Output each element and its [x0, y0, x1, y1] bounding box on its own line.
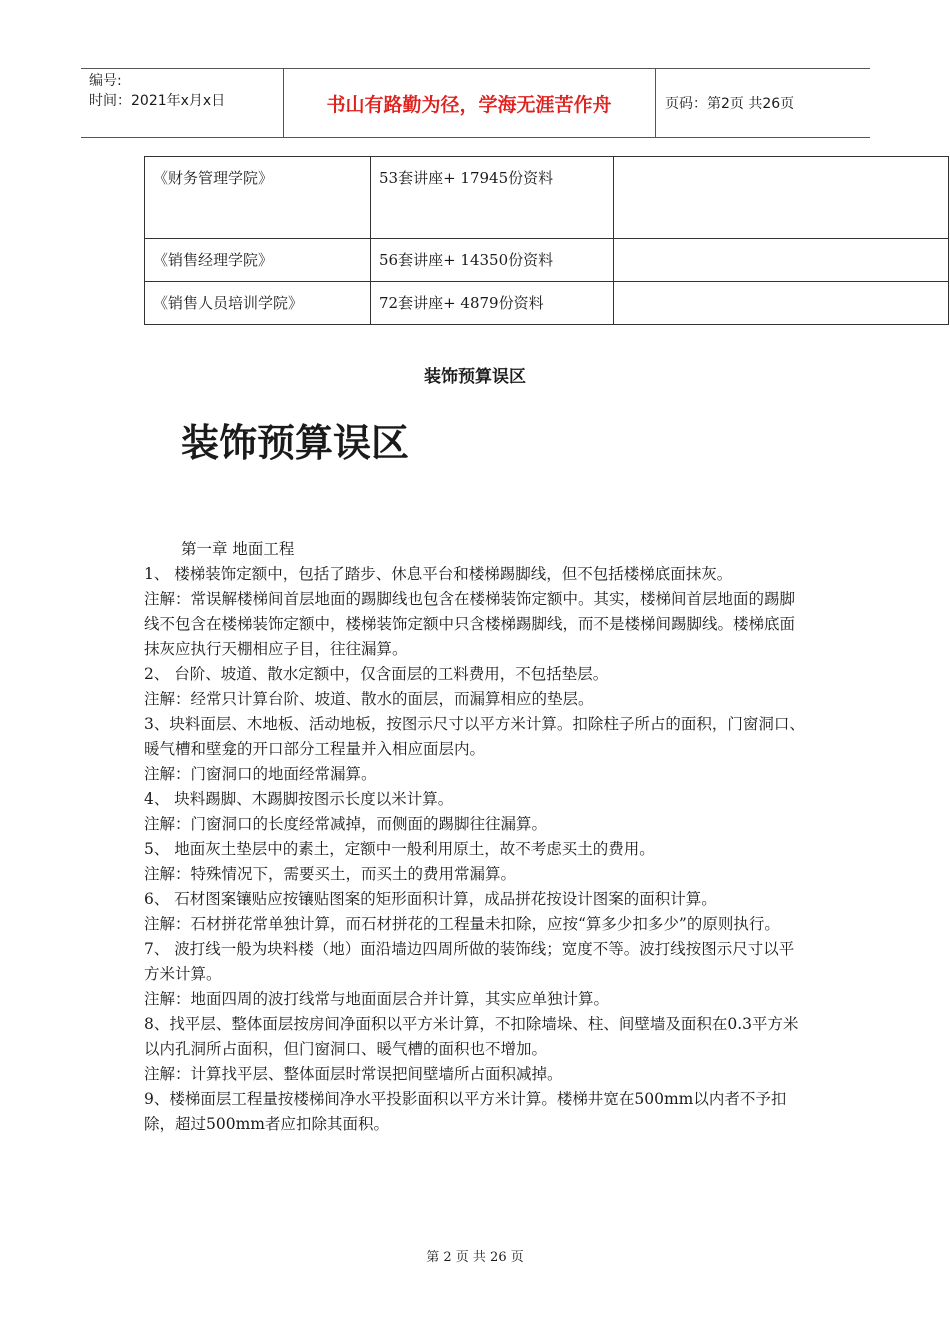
table-cell-content: 56套讲座+ 14350份资料: [371, 239, 614, 282]
page-header: [81, 68, 870, 138]
table-cell-name: 《销售经理学院》: [145, 239, 371, 282]
paragraph: 8、找平层、整体面层按房间净面积以平方米计算，不扣除墙垛、柱、间壁墙及面积在0.3平方米以内孔洞所占面积，但门窗洞口、暖气槽的面积也不增加。: [144, 1015, 799, 1058]
header-divider: [655, 69, 656, 137]
chapter-heading: 第一章 地面工程: [181, 540, 295, 558]
paragraph: 5、 地面灰土垫层中的素土，定额中一般利用原土，故不考虑买土的费用。: [144, 840, 655, 858]
table-row: [145, 282, 949, 325]
paragraph: 注解：门窗洞口的长度经常减掉，而侧面的踢脚往往漏算。: [144, 815, 548, 833]
section-title-large: 装饰预算误区: [181, 421, 410, 465]
paragraph: 6、 石材图案镶贴应按镶贴图案的矩形面积计算，成品拼花按设计图案的面积计算。: [144, 890, 717, 908]
table-cell-note: [614, 239, 949, 282]
document-body: [144, 537, 806, 1137]
paragraph: 注解：计算找平层、整体面层时常误把间壁墙所占面积减掉。: [144, 1065, 563, 1083]
header-meta: [89, 71, 283, 111]
table-cell-name: 《财务管理学院》: [145, 157, 371, 239]
page-footer: 第 2 页 共 26 页: [426, 1250, 524, 1265]
paragraph: 注解：门窗洞口的地面经常漏算。: [144, 765, 377, 783]
table-row: [145, 157, 949, 239]
paragraph: 注解：常误解楼梯间首层地面的踢脚线也包含在楼梯装饰定额中。其实，楼梯间首层地面的踢脚线不包含在楼梯装饰定额中，楼梯装饰定额中只含楼梯踢脚线，而不是楼梯间踢脚线。楼梯底面抹灰应执行天棚相应子目，往往漏算。: [144, 590, 796, 658]
table-cell-note: [614, 157, 949, 239]
paragraph: 9、楼梯面层工程量按楼梯间净水平投影面积以平方米计算。楼梯井宽在500mm以内者不予扣除，超过500mm者应扣除其面积。: [144, 1090, 787, 1133]
resource-table: [144, 156, 949, 325]
paragraph: 注解：石材拼花常单独计算，而石材拼花的工程量未扣除，应按“算多少扣多少”的原则执行。: [144, 915, 780, 933]
header-motto: 书山有路勤为径，学海无涯苦作舟: [326, 93, 612, 116]
paragraph: 3、块料面层、木地板、活动地板，按图示尺寸以平方米计算。扣除柱子所占的面积，门窗洞口、暖气槽和壁龛的开口部分工程量并入相应面层内。: [144, 715, 805, 758]
time-label: 时间：2021年x月x日: [89, 93, 226, 109]
header-page-info: 页码：第2页 共26页: [665, 96, 795, 112]
table-cell-content: 72套讲座+ 4879份资料: [371, 282, 614, 325]
table-cell-name: 《销售人员培训学院》: [145, 282, 371, 325]
paragraph: 4、 块料踢脚、木踢脚按图示长度以米计算。: [144, 790, 454, 808]
table-row: [145, 239, 949, 282]
table-cell-content: 53套讲座+ 17945份资料: [371, 157, 614, 239]
section-title-small: 装饰预算误区: [424, 367, 526, 387]
serial-label: 编号:: [89, 73, 122, 89]
table-cell-note: [614, 282, 949, 325]
paragraph: 7、 波打线一般为块料楼（地）面沿墙边四周所做的装饰线；宽度不等。波打线按图示尺寸以平方米计算。: [144, 940, 795, 983]
paragraph: 1、 楼梯装饰定额中，包括了踏步、休息平台和楼梯踢脚线，但不包括楼梯底面抹灰。: [144, 565, 733, 583]
paragraph: 注解：地面四周的波打线常与地面面层合并计算，其实应单独计算。: [144, 990, 610, 1008]
paragraph: 2、 台阶、坡道、散水定额中，仅含面层的工料费用，不包括垫层。: [144, 665, 609, 683]
paragraph: 注解：经常只计算台阶、坡道、散水的面层，而漏算相应的垫层。: [144, 690, 594, 708]
paragraph: 注解：特殊情况下，需要买土，而买土的费用常漏算。: [144, 865, 517, 883]
